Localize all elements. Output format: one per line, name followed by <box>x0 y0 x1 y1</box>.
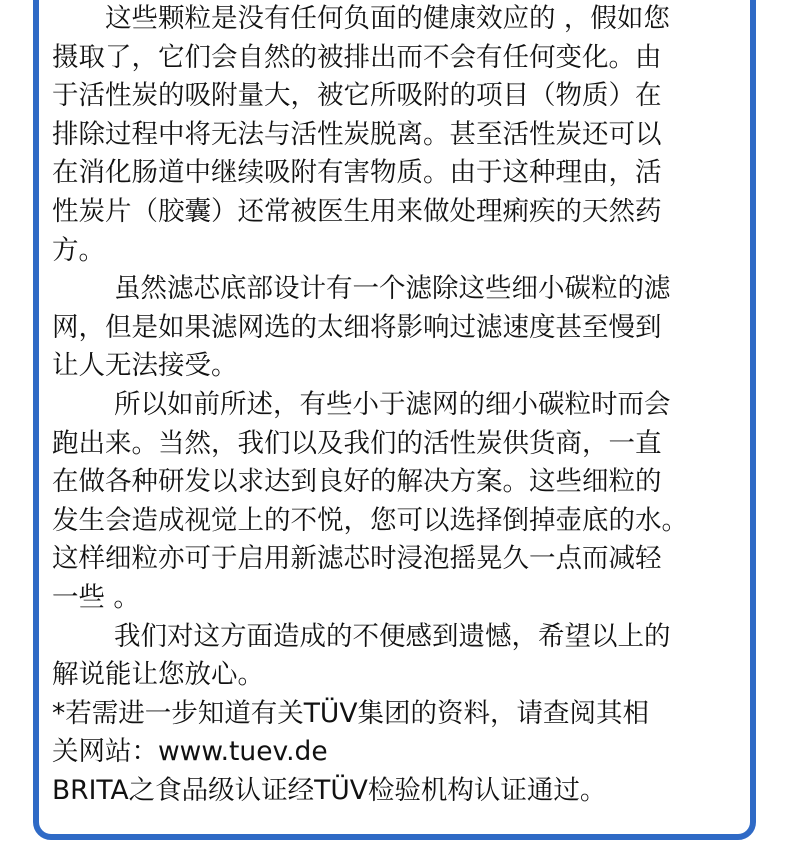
text-line: 跑出来。当然，我们以及我们的活性炭供货商，一直 <box>52 427 662 459</box>
paragraph-health-effects <box>52 0 772 270</box>
text-line: 摄取了，它们会自然的被排出而不会有任何变化。由 <box>52 41 662 73</box>
text-line: 让人无法接受。 <box>52 350 238 382</box>
text-line: 于活性炭的吸附量大，被它所吸附的项目（物质）在 <box>52 80 662 112</box>
text-line: 性炭片（胶囊）还常被医生用来做处理痢疾的天然药 <box>52 195 662 227</box>
paragraph-carbon-particles <box>52 386 772 618</box>
tuv-website-line: 关网站：www.tuev.de <box>52 736 328 768</box>
text-line: 网，但是如果滤网选的太细将影响过滤速度甚至慢到 <box>52 311 662 343</box>
text-line: *若需进一步知道有关TÜV集团的资料，请查阅其相 <box>52 697 649 729</box>
text-line: 所以如前所述，有些小于滤网的细小碳粒时而会 <box>114 388 671 420</box>
document-body <box>52 0 772 810</box>
text-line: 我们对这方面造成的不便感到遗憾，希望以上的 <box>114 620 671 652</box>
text-line: 在消化肠道中继续吸附有害物质。由于这种理由，活 <box>52 157 662 189</box>
text-line: 一些 。 <box>52 581 140 613</box>
paragraph-tuv-note <box>52 695 772 811</box>
text-line: 排除过程中将无法与活性炭脱离。甚至活性炭还可以 <box>52 118 662 150</box>
text-line: 发生会造成视觉上的不悦，您可以选择倒掉壶底的水。 <box>52 504 688 536</box>
text-line: 这些颗粒是没有任何负面的健康效应的 ，假如您 <box>105 3 670 34</box>
brita-certification-line: BRITA之食品级认证经TÜV检验机构认证通过。 <box>52 774 607 806</box>
text-line: 方。 <box>52 234 105 266</box>
text-line: 这样细粒亦可于启用新滤芯时浸泡摇晃久一点而减轻 <box>52 543 662 575</box>
text-line: 解说能让您放心。 <box>52 659 264 691</box>
paragraph-apology <box>52 618 772 695</box>
paragraph-filter-screen <box>52 270 772 386</box>
text-line: 在做各种研发以求达到良好的解决方案。这些细粒的 <box>52 466 662 498</box>
text-line: 虽然滤芯底部设计有一个滤除这些细小碳粒的滤 <box>114 273 671 305</box>
